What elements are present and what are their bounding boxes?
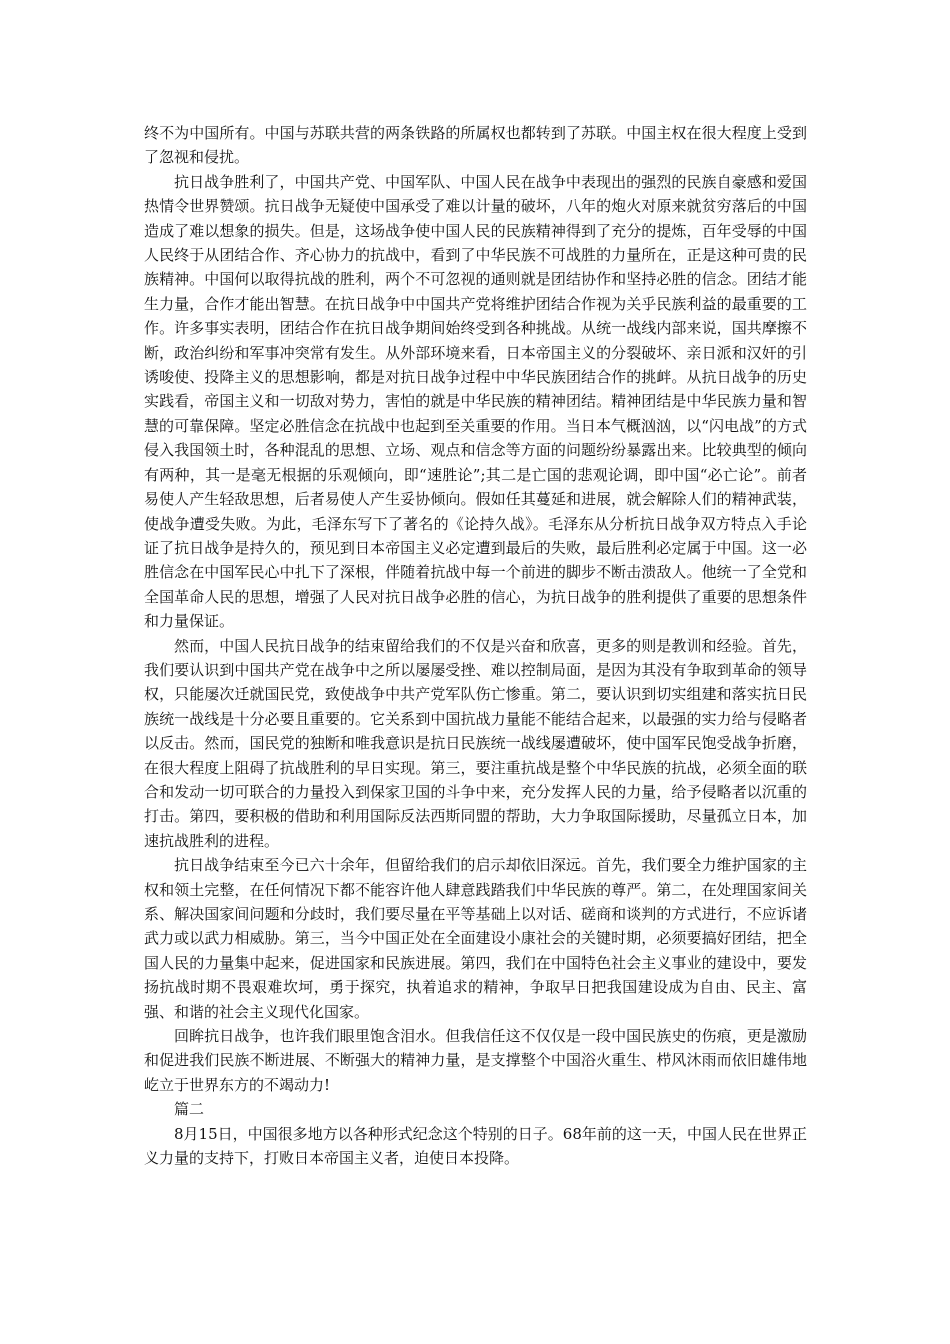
paragraph-1: 终不为中国所有。中国与苏联共营的两条铁路的所属权也都转到了苏联。中国主权在很大程度上受到了忽视和侵扰。	[144, 124, 807, 167]
document-page	[144, 121, 807, 1170]
paragraph-2: 抗日战争胜利了，中国共产党、中国军队、中国人民在战争中表现出的强烈的民族自豪感和爱国热情令世界赞颂。抗日战争无疑使中国承受了难以计量的破坏，八年的炮火对原来就贫穷落后的中国造成了难以想象的损失。但是，这场战争使中国人民的民族精神得到了充分的提炼，百年受辱的中国人民终于从团结合作、齐心协力的抗战中，看到了中华民族不可战胜的力量所在，正是这种可贵的民族精神。中国何以取得抗战的胜利，两个不可忽视的通则就是团结协作和坚持必胜的信念。团结才能生力量，合作才能出智慧。在抗日战争中中国共产党将维护团结合作视为关乎民族利益的最重要的工作。许多事实表明，团结合作在抗日战争期间始终受到各种挑战。从统一战线内部来说，国共摩擦不断，政治纠纷和军事冲突常有发生。从外部环境来看，日本帝国主义的分裂破坏、亲日派和汉奸的引诱唆使、投降主义的思想影响，都是对抗日战争过程中中华民族团结合作的挑衅。从抗日战争的历史实践看，帝国主义和一切敌对势力，害怕的就是中华民族的精神团结。精神团结是中华民族力量和智慧的可靠保障。坚定必胜信念在抗战中也起到至关重要的作用。当日本气概汹汹，以“闪电战”的方式侵入我国领土时，各种混乱的思想、立场、观点和信念等方面的问题纷纷暴露出来。比较典型的倾向有两种，其一是毫无根据的乐观倾向，即“速胜论”;其二是亡国的悲观论调，即中国“必亡论”。前者易使人产生轻敌思想，后者易使人产生妥协倾向。假如任其蔓延和进展，就会解除人们的精神武装，使战争遭受失败。为此，毛泽东写下了著名的《论持久战》。毛泽东从分析抗日战争双方特点入手论证了抗日战争是持久的，预见到日本帝国主义必定遭到最后的失败，最后胜利必定属于中国。这一必胜信念在中国军民心中扎下了深根，伴随着抗战中每一个前进的脚步不断击溃敌人。他统一了全党和全国革命人民的思想，增强了人民对抗日战争必胜的信心，为抗日战争的胜利提供了重要的思想条件和力量保证。	[144, 172, 807, 631]
paragraph-6: 8月15日，中国很多地方以各种形式纪念这个特别的日子。68年前的这一天，中国人民在世界正义力量的支持下，打败日本帝国主义者，迫使日本投降。	[144, 1124, 807, 1168]
paragraph-4: 抗日战争结束至今已六十余年，但留给我们的启示却依旧深远。首先，我们要全力维护国家的主权和领土完整，在任何情况下都不能容许他人肆意践踏我们中华民族的尊严。第二，在处理国家间关系、解决国家间问题和分歧时，我们要尽量在平等基础上以对话、磋商和谈判的方式进行，不应诉诸武力或以武力相威胁。第三，当今中国正处在全面建设小康社会的关键时期，必须要搞好团结，把全国人民的力量集中起来，促进国家和民族进展。第四，我们在中国特色社会主义事业的建设中，要发扬抗战时期不畏艰难坎坷，勇于探究，执着追求的精神，争取早日把我国建设成为自由、民主、富强、和谐的社会主义现代化国家。	[144, 856, 807, 1021]
paragraph-5: 回眸抗日战争，也许我们眼里饱含泪水。但我信任这不仅仅是一段中国民族史的伤痕，更是激励和促进我们民族不断进展、不断强大的精神力量，是支撑整个中国浴火重生、栉风沐雨而依旧雄伟地屹立于世界东方的不竭动力!	[144, 1027, 807, 1094]
paragraph-3: 然而，中国人民抗日战争的结束留给我们的不仅是兴奋和欣喜，更多的则是教训和经验。首先，我们要认识到中国共产党在战争中之所以屡屡受挫、难以控制局面，是因为其没有争取到革命的领导权，只能屡次迁就国民党，致使战争中共产党军队伤亡惨重。第二，要认识到切实组建和落实抗日民族统一战线是十分必要且重要的。它关系到中国抗战力量能不能结合起来，以最强的实力给与侵略者以反击。然而，国民党的独断和唯我意识是抗日民族统一战线屡遭破坏，使中国军民饱受战争折磨，在很大程度上阻碍了抗战胜利的早日实现。第三，要注重抗战是整个中华民族的抗战，必须全面的联合和发动一切可联合的力量投入到保家卫国的斗争中来，充分发挥人民的力量，给予侵略者以沉重的打击。第四，要积极的借助和利用国际反法西斯同盟的帮助，大力争取国际援助，尽量孤立日本，加速抗战胜利的进程。	[144, 636, 807, 850]
section-heading: 篇二	[174, 1100, 205, 1119]
